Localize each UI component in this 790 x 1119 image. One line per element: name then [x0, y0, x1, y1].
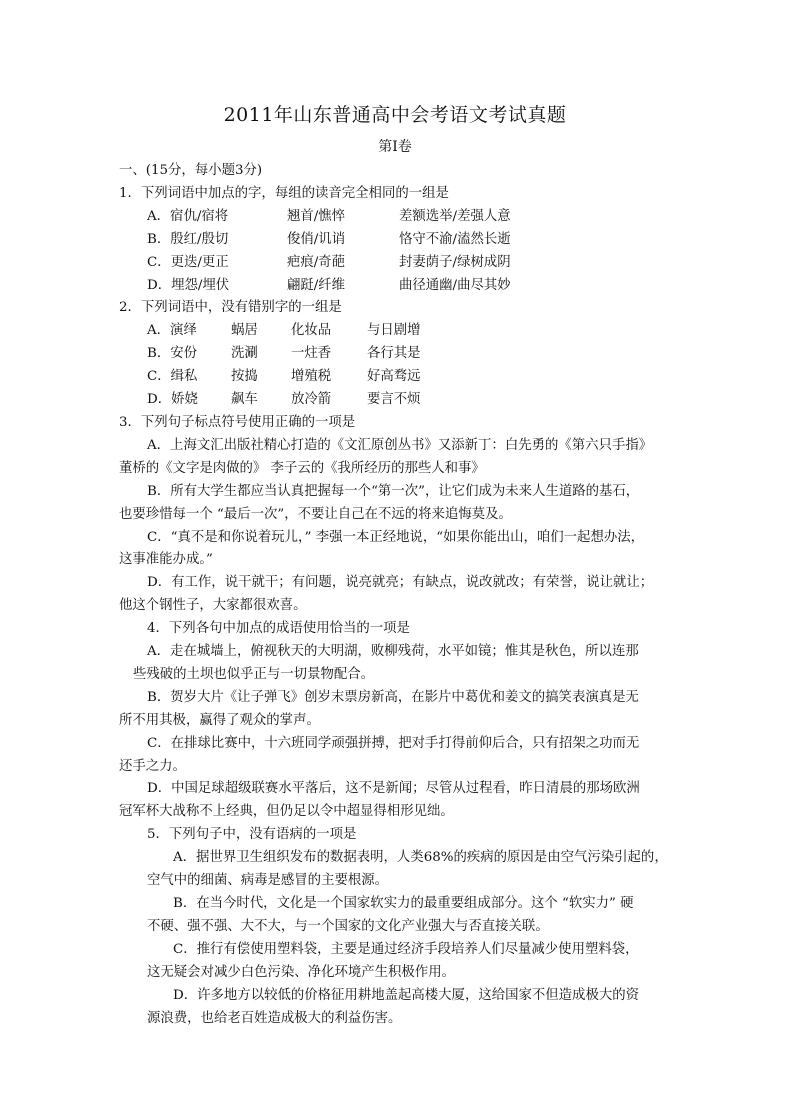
q1-option-c-col3: 封妻荫子/绿树成阴 — [399, 254, 511, 270]
q3-option-b-line2: 也要珍惜每一个 “最后一次”，不要让自己在不远的将来追悔莫及。 — [119, 506, 512, 522]
q2-option-c-col4: 好高骛远 — [367, 369, 421, 385]
q5-option-a-line1: A．据世界卫生组织发布的数据表明，人类68%的疾病的原因是由空气污染引起的， — [173, 850, 668, 866]
q2-option-c-col3: 增殖税 — [291, 369, 332, 385]
q1-option-a — [119, 206, 679, 229]
question-5-stem: 5．下列句子中，没有语病的一项是 — [147, 827, 357, 843]
q5-option-b-line1: B．在当今时代，文化是一个国家软实力的最重要组成部分。这个 “软实力” 硬 — [173, 896, 634, 911]
q4-option-b-line2: 所不用其极，赢得了观众的掌声。 — [119, 712, 320, 728]
q1-option-a-col2: 翘首/憔悴 — [287, 208, 346, 224]
q1-option-c-col2: 疤痕/奇葩 — [287, 254, 346, 270]
q4-option-b-line1: B．贺岁大片《让子弹飞》创岁末票房新高，在影片中葛优和姜文的搞笑表演真是无 — [147, 689, 639, 705]
q3-option-b-line1: B．所有大学生都应当认真把握每一个“第一次”，让它们成为未来人生道路的基石， — [147, 483, 640, 499]
q2-option-b-col4: 各行其是 — [367, 346, 421, 362]
q2-option-a-col2: 蜗居 — [231, 323, 258, 339]
q2-option-d-col2: 飙车 — [231, 392, 258, 408]
q1-option-a-col1: A．宿仇/宿将 — [147, 208, 229, 224]
q5-option-d-line1: D．许多地方以较低的价格征用耕地盖起高楼大厦，这给国家不但造成极大的资 — [173, 987, 640, 1003]
q2-option-c-col1: C．缉私 — [147, 369, 198, 385]
q5-option-c-line2: 这无疑会对减少白色污染、净化环境产生积极作用。 — [147, 964, 455, 980]
question-1-stem: 1．下列词语中加点的字，每组的读音完全相同的一组是 — [119, 185, 449, 201]
q1-option-d-col2: 翩跹/纤维 — [287, 277, 346, 293]
q1-option-b-col3: 恪守不渝/溘然长逝 — [399, 231, 511, 247]
q4-option-d-line2: 冠军杯大战称不上经典，但仍足以令中超显得相形见绌。 — [119, 804, 454, 820]
q1-option-c-col1: C．更迭/更正 — [147, 254, 229, 270]
q2-option-d-col4: 要言不烦 — [367, 392, 421, 408]
question-3-stem: 3．下列句子标点符号使用正确的一项是 — [119, 414, 356, 430]
q1-option-d-col3: 曲径通幽/曲尽其妙 — [399, 277, 511, 293]
q2-option-d-col3: 放冷箭 — [291, 392, 332, 408]
q2-option-c-col2: 按捣 — [231, 369, 258, 385]
q1-option-d-col1: D．埋怨/埋伏 — [147, 277, 230, 293]
q3-option-c-line1: C．“真不是和你说着玩儿，” 李强一本正经地说，“如果你能出山，咱们一起想办法， — [147, 529, 645, 545]
q4-option-c-line1: C．在排球比赛中，十六班同学顽强拼搏，把对手打得前仰后合，只有招架之功而无 — [147, 735, 640, 751]
q1-option-a-col3: 差额选举/差强人意 — [399, 208, 511, 224]
q4-option-d-line1: D．中国足球超级联赛水平落后，这不是新闻；尽管从过程看，昨日清晨的那场欧洲 — [147, 781, 640, 797]
q4-option-a-line2: 些残破的土坝也似乎正与一切景物配合。 — [133, 666, 375, 682]
q4-option-a-line1: A．走在城墙上，俯视秋天的大明湖，败柳残荷，水平如镜；惟其是秋色，所以连那 — [147, 644, 639, 660]
q3-option-d-line2: 他这个钢性子，大家都很欢喜。 — [119, 598, 307, 614]
q2-option-d-col1: D．娇娆 — [147, 392, 198, 408]
q1-option-b-col1: B．殷红/殷切 — [147, 231, 229, 247]
q5-option-c-line1: C．推行有偿使用塑料袋，主要是通过经济手段培养人们尽量减少使用塑料袋， — [173, 941, 639, 957]
q2-option-b — [119, 343, 679, 366]
q1-option-c — [119, 252, 679, 275]
q4-option-c-line2: 还手之力。 — [119, 758, 186, 774]
volume-label: 第Ⅰ卷 — [378, 139, 412, 155]
q3-option-d-line1: D．有工作，说干就干；有问题，说亮就亮；有缺点，说改就改；有荣誉，说让就让； — [147, 575, 654, 591]
q3-option-a-line2: 董桥的《文字是肉做的》 李子云的《我所经历的那些人和事》 — [119, 460, 485, 476]
q5-option-b-line2: 不硬、强不强、大不大，与一个国家的文化产业强大与否直接关联。 — [147, 918, 549, 934]
q3-option-a-line1: A．上海文汇出版社精心打造的《文汇原创丛书》又添新丁：白先勇的《第六只手指》 — [147, 437, 653, 453]
q2-option-a-col4: 与日剧增 — [367, 323, 421, 339]
question-2-stem: 2．下列词语中，没有错别字的一组是 — [119, 300, 342, 316]
question-4-stem: 4．下列各句中加点的成语使用恰当的一项是 — [147, 621, 410, 637]
q5-option-d-line2: 源浪费，也给老百姓造成极大的利益伤害。 — [147, 1010, 402, 1026]
q2-option-a-col3: 化妆品 — [291, 323, 332, 339]
q5-option-a-line2: 空气中的细菌、病毒是感冒的主要根源。 — [147, 873, 389, 889]
q3-option-c-line2: 这事准能办成。” — [119, 552, 213, 568]
q2-option-b-col3: 一炷香 — [291, 346, 332, 362]
q1-option-b-col2: 俊俏/讥诮 — [287, 231, 346, 247]
exam-content — [119, 160, 679, 1030]
q2-option-a — [119, 320, 679, 343]
q2-option-c — [119, 366, 679, 389]
section-heading: 一、(15分，每小题3分) — [119, 163, 263, 178]
q2-option-a-col1: A．演绎 — [147, 323, 197, 339]
page-title: 2011年山东普通高中会考语文考试真题 — [223, 104, 567, 126]
q2-option-b-col1: B．安份 — [147, 346, 198, 362]
q1-option-b — [119, 229, 679, 252]
q2-option-d — [119, 389, 679, 412]
q1-option-d — [119, 275, 679, 298]
q2-option-b-col2: 洗涮 — [231, 346, 258, 362]
